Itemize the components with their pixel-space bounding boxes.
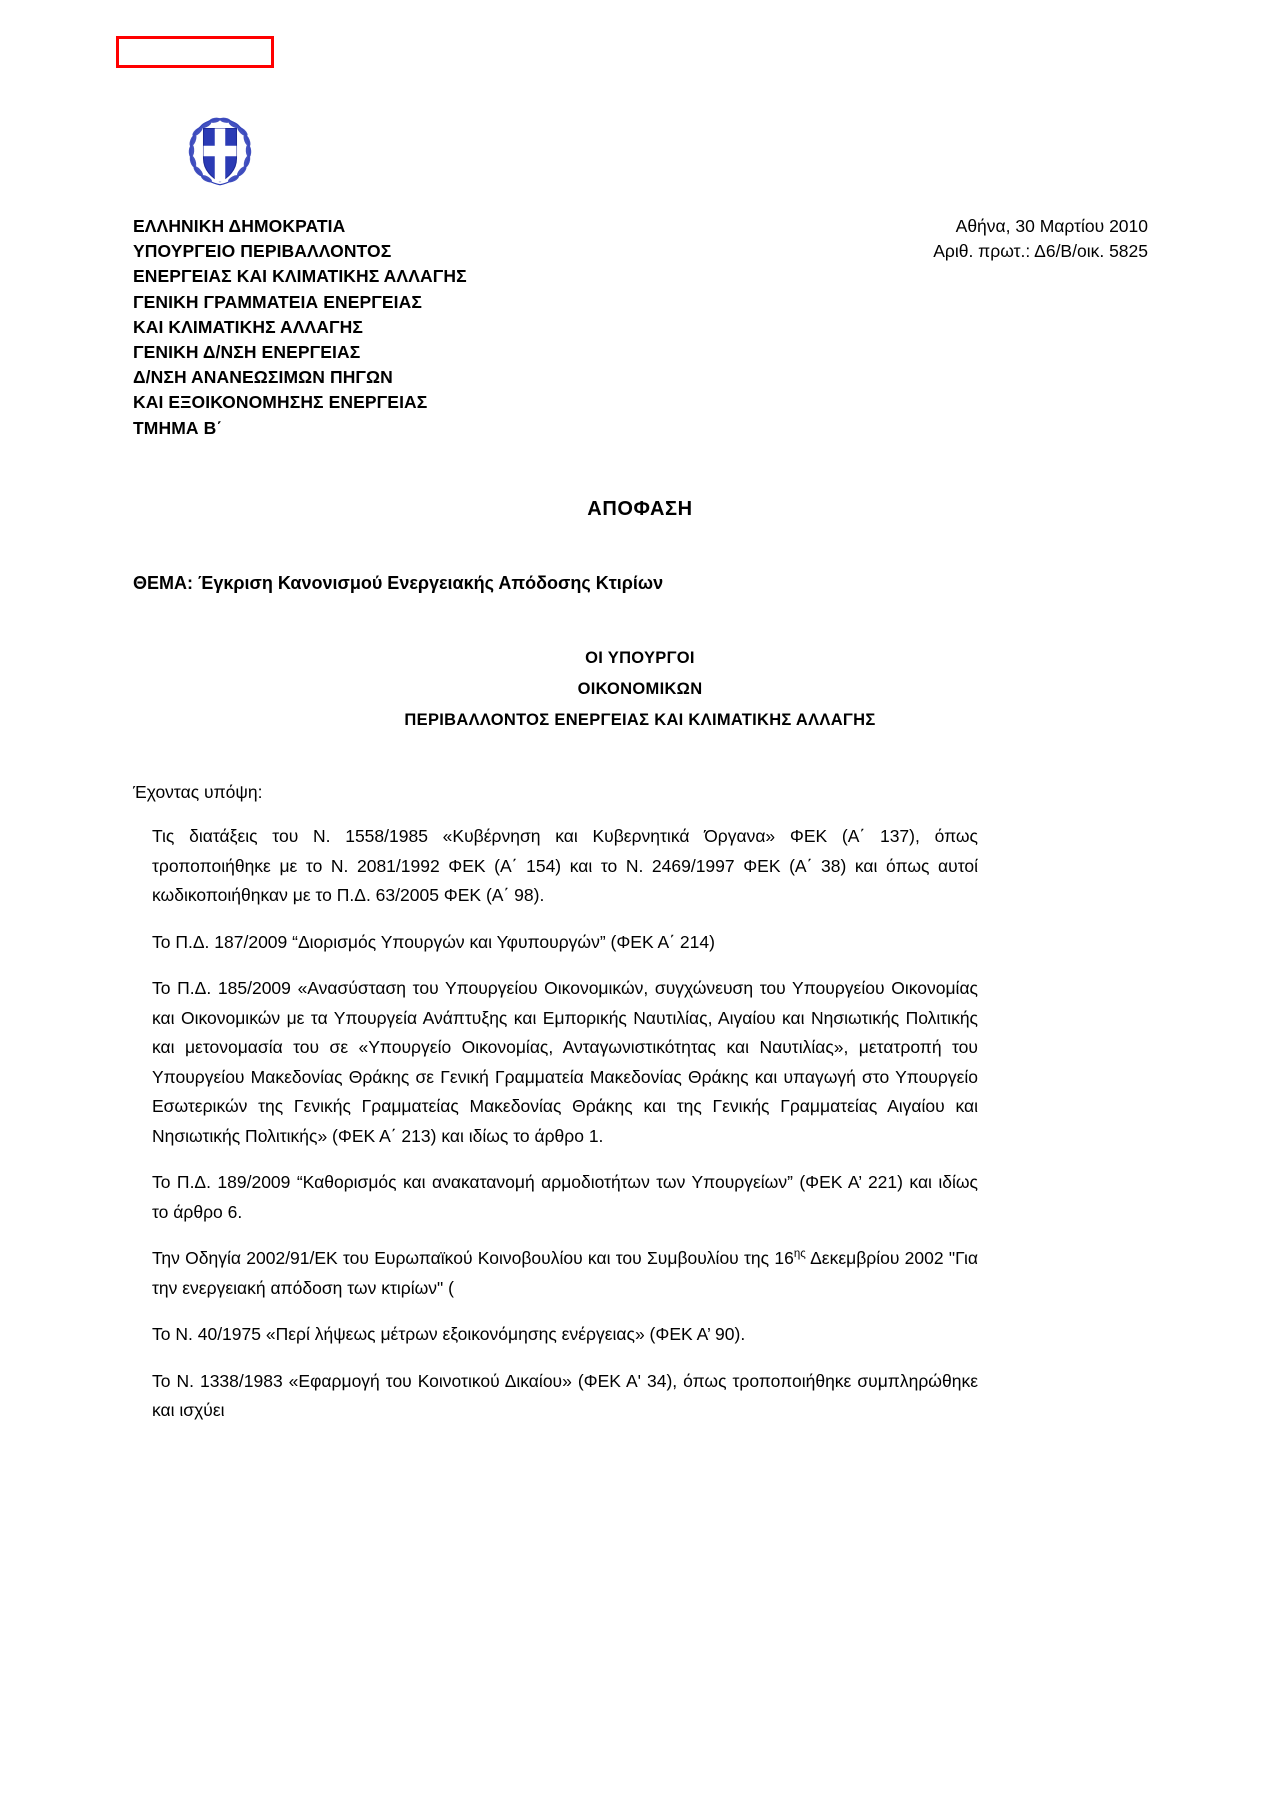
recital-paragraph: Το Π.Δ. 187/2009 “Διορισμός Υπουργών και Υφυπουργών” (ΦΕΚ Α΄ 214) — [152, 931, 715, 952]
recital-paragraph: Το Ν. 1338/1983 «Εφαρμογή του Κοινοτικού Δικαίου» (ΦΕΚ Α' 34), όπως τροποποιήθηκε συμπληρώθηκε και ισχύει — [152, 1370, 978, 1420]
letterhead-line-1: ΕΛΛΗΝΙΚΗ ΔΗΜΟΚΡΑΤΙΑ — [133, 216, 346, 236]
letterhead-line-2: ΥΠΟΥΡΓΕΙΟ ΠΕΡΙΒΑΛΛΟΝΤΟΣ — [133, 241, 392, 262]
place-date: Αθήνα, 30 Μαρτίου 2010 — [955, 216, 1148, 236]
ministry-finance: ΟΙΚΟΝΟΜΙΚΩΝ — [577, 680, 703, 698]
letterhead-line-4: ΓΕΝΙΚΗ ΓΡΑΜΜΑΤΕΙΑ ΕΝΕΡΓΕΙΑΣ — [133, 291, 422, 312]
letterhead-line-7: Δ/ΝΣΗ ΑΝΑΝΕΩΣΙΜΩΝ ΠΗΓΩΝ — [133, 367, 393, 388]
decision-heading: ΑΠΟΦΑΣΗ — [587, 498, 693, 520]
recitals-list — [152, 822, 978, 1443]
recital-paragraph-directive — [152, 1244, 978, 1303]
letterhead-line-6: ΓΕΝΙΚΗ Δ/ΝΣΗ ΕΝΕΡΓΕΙΑΣ — [133, 342, 361, 363]
directive-text-before: Την Οδηγία 2002/91/ΕΚ του Ευρωπαϊκού Κοινοβουλίου και του Συμβουλίου της 16 — [152, 1248, 794, 1268]
date-protocol-block — [933, 214, 1148, 264]
letterhead-line-8: ΚΑΙ ΕΞΟΙΚΟΝΟΜΗΣΗΣ ΕΝΕΡΓΕΙΑΣ — [133, 392, 428, 413]
ministry-environment-energy: ΠΕΡΙΒΑΛΛΟΝΤΟΣ ΕΝΕΡΓΕΙΑΣ ΚΑΙ ΚΛΙΜΑΤΙΚΗΣ ΑΛΛΑΓΗΣ — [404, 711, 876, 729]
having-regard-intro: Έχοντας υπόψη: — [133, 782, 263, 802]
hellenic-republic-emblem-icon — [182, 112, 258, 190]
subject-line: ΘΕΜΑ: Έγκριση Κανονισμού Ενεργειακής Απόδοσης Κτιρίων — [133, 573, 664, 593]
letterhead — [133, 214, 693, 441]
directive-ordinal-suffix: ης — [793, 1248, 806, 1261]
protocol-number: Αριθ. πρωτ.: Δ6/Β/οικ. 5825 — [933, 241, 1148, 262]
recital-paragraph: Το Ν. 40/1975 «Περί λήψεως μέτρων εξοικονόμησης ενέργειας» (ΦΕΚ Α’ 90). — [152, 1324, 746, 1344]
directive-text-after: Δεκεμβρίου 2002 "Για την ενεργειακή απόδοση των κτιρίων" ( — [152, 1248, 978, 1298]
letterhead-line-3: ΕΝΕΡΓΕΙΑΣ ΚΑΙ ΚΛΙΜΑΤΙΚΗΣ ΑΛΛΑΓΗΣ — [133, 266, 467, 287]
recital-paragraph: Το Π.Δ. 189/2009 “Καθορισμός και ανακατανομή αρμοδιοτήτων των Υπουργείων” (ΦΕΚ Α’ 221) και ιδίως το άρθρο 6. — [152, 1172, 978, 1222]
recital-paragraph: Το Π.Δ. 185/2009 «Ανασύσταση του Υπουργείου Οικονομικών, συγχώνευση του Υπουργείου Οικονομίας και Οικονομικών με τα Υπουργεία Ανάπτυξης και Εμπορικής Ναυτιλίας, Αιγαίου και Νησιωτικής Πολιτικής και μετονομασία του σε «Υπουργείο Οικονομίας, Ανταγωνιστικότητας και Ναυτιλίας», μετατροπή του Υπουργείου Μακεδονίας Θράκης σε Γενική Γραμματεία Μακεδονίας Θράκης και υπαγωγή στο Υπουργείο Εσωτερικών της Γενικής Γραμματείας Μακεδονίας Θράκης και της Γενικής Γραμματείας Αιγαίου και Νησιωτικής Πολιτικής» (ΦΕΚ Α΄ 213) και ιδίως το άρθρο 1. — [152, 978, 978, 1146]
red-annotation-box — [116, 36, 274, 68]
letterhead-line-9: ΤΜΗΜΑ Β΄ — [133, 417, 223, 438]
letterhead-line-5: ΚΑΙ ΚΛΙΜΑΤΙΚΗΣ ΑΛΛΑΓΗΣ — [133, 316, 363, 337]
recital-paragraph: Τις διατάξεις του Ν. 1558/1985 «Κυβέρνηση και Κυβερνητικά Όργανα» ΦΕΚ (Α΄ 137), όπως τροποποιήθηκε με το Ν. 2081/1992 ΦΕΚ (Α΄ 154) και το Ν. 2469/1997 ΦΕΚ (Α΄ 38) και όπως αυτοί κωδικοποιήθηκαν με το Π.Δ. 63/2005 ΦΕΚ (Α΄ 98). — [152, 826, 978, 905]
ministers-block — [0, 643, 1280, 736]
ministers-heading: ΟΙ ΥΠΟΥΡΓΟΙ — [585, 649, 695, 667]
